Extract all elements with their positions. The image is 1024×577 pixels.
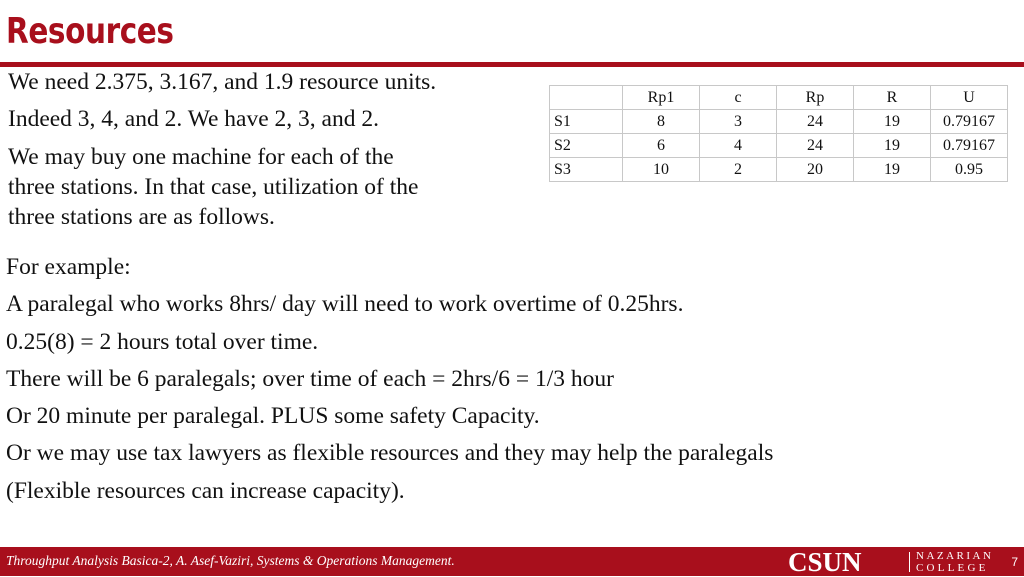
- table-cell: 3: [700, 110, 777, 134]
- table-cell: 19: [854, 134, 931, 158]
- table-header-cell: [550, 86, 623, 110]
- table-header-cell: Rp: [777, 86, 854, 110]
- table-cell: 10: [623, 158, 700, 182]
- table-cell: 8: [623, 110, 700, 134]
- example-paragraphs: [6, 249, 1016, 510]
- body-line: A paralegal who works 8hrs/ day will need to work overtime of 0.25hrs.: [6, 291, 684, 318]
- footer-citation: Throughput Analysis Basica-2, A. Asef-Vaziri, Systems & Operations Management.: [6, 553, 455, 568]
- body-line: 0.25(8) = 2 hours total over time.: [6, 328, 319, 355]
- table-cell: 19: [854, 110, 931, 134]
- table-cell: 24: [777, 134, 854, 158]
- table-cell: 24: [777, 110, 854, 134]
- utilization-table: [549, 85, 1008, 182]
- logo-wordmark: CSUN: [788, 547, 862, 577]
- table-cell: 2: [700, 158, 777, 182]
- table-header-cell: c: [700, 86, 777, 110]
- logo-college-name: [916, 550, 993, 574]
- body-line: For example:: [6, 254, 131, 280]
- intro-line: We may buy one machine for each of the: [8, 144, 394, 170]
- intro-line: three stations are as follows.: [8, 204, 275, 230]
- table-header-row: [550, 86, 1008, 110]
- table-cell: 0.79167: [931, 134, 1008, 158]
- intro-line: Indeed 3, 4, and 2. We have 2, 3, and 2.: [8, 106, 379, 132]
- table-header-cell: R: [854, 86, 931, 110]
- logo-line-1: NAZARIAN: [916, 550, 994, 562]
- table-cell: 6: [623, 134, 700, 158]
- table-row: [550, 158, 1008, 182]
- body-line: (Flexible resources can increase capacity).: [6, 477, 405, 504]
- table-cell: 0.79167: [931, 110, 1008, 134]
- page-number: 7: [1011, 555, 1018, 569]
- footer-bar: [0, 547, 1024, 576]
- intro-line: We need 2.375, 3.167, and 1.9 resource units.: [8, 69, 437, 95]
- table-row-label: S3: [550, 158, 623, 182]
- table-cell: 0.95: [931, 158, 1008, 182]
- table-row: [550, 110, 1008, 134]
- table-row-label: S2: [550, 134, 623, 158]
- intro-line: three stations. In that case, utilization of the: [8, 174, 419, 200]
- intro-paragraphs: [8, 66, 538, 232]
- body-line: There will be 6 paralegals; over time of each = 2hrs/6 = 1/3 hour: [6, 365, 614, 392]
- table-row: [550, 134, 1008, 158]
- table-cell: 19: [854, 158, 931, 182]
- logo-line-2: COLLEGE: [916, 562, 989, 574]
- table-row-label: S1: [550, 110, 623, 134]
- table-cell: 4: [700, 134, 777, 158]
- table-header-cell: U: [931, 86, 1008, 110]
- body-line: Or we may use tax lawyers as flexible resources and they may help the paralegals: [6, 440, 774, 467]
- logo-divider: [909, 552, 910, 572]
- table-header-cell: Rp1: [623, 86, 700, 110]
- slide-title: Resources: [6, 11, 174, 52]
- table-cell: 20: [777, 158, 854, 182]
- body-line: Or 20 minute per paralegal. PLUS some safety Capacity.: [6, 403, 540, 430]
